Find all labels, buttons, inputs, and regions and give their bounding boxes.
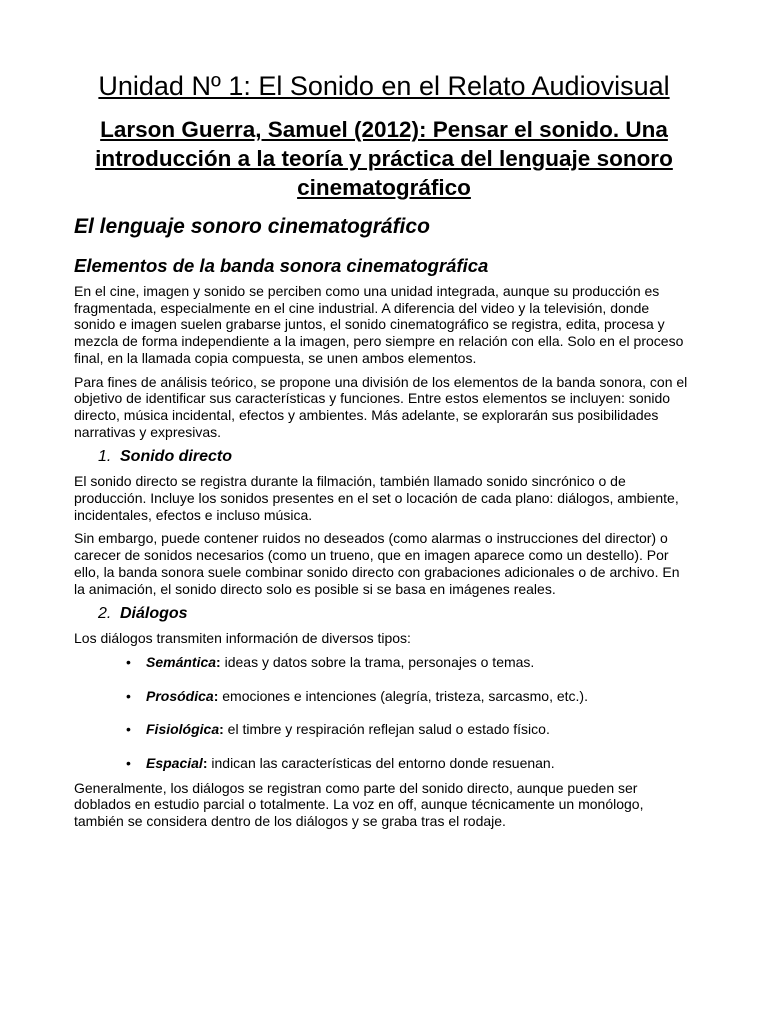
list-item <box>126 721 694 738</box>
list-item <box>126 687 694 705</box>
section-2-number: 2. <box>98 605 112 623</box>
document-subtitle: Larson Guerra, Samuel (2012): Pensar el sonido. Una introducción a la teoría y práctica del lenguaje sonoro cinematográfico <box>95 117 673 200</box>
list-item <box>126 755 694 772</box>
section-heading: El lenguaje sonoro cinematográfico <box>74 215 430 238</box>
section-1-number: 1. <box>98 448 112 466</box>
bullet-text: indican las características del entorno donde resuenan. <box>207 755 555 772</box>
bullet-colon: : <box>216 653 221 670</box>
bullet-text: emociones e intenciones (alegría, tristeza, sarcasmo, etc.). <box>218 687 588 704</box>
bullet-term: Semántica <box>146 653 217 670</box>
bullet-text: el timbre y respiración reflejan salud o estado físico. <box>223 721 550 738</box>
section-1-paragraph-2: Sin embargo, puede contener ruidos no deseados (como alarmas o instrucciones del director) o carecer de sonidos necesarios (como un trueno, que en imagen aparece como un destello). Por ello, la banda sonora suele combinar sonido directo con grabaciones adicionales o de archivo. En la animación, el sonido directo solo es posible si se basa en imágenes reales. <box>74 530 680 597</box>
list-item <box>126 653 694 671</box>
section-2-title: Diálogos <box>120 605 188 623</box>
section-2-closing: Generalmente, los diálogos se registran como parte del sonido directo, aunque pueden ser doblados en estudio parcial o totalmente. La voz en off, aunque técnicamente un monólogo, también se considera dentro de los diálogos y se graba tras el rodaje. <box>74 779 644 830</box>
bullet-colon: : <box>219 721 224 738</box>
bullet-text: ideas y datos sobre la trama, personajes o temas. <box>220 653 535 670</box>
section-1-paragraph-1: El sonido directo se registra durante la filmación, también llamado sonido sincrónico o de producción. Incluye los sonidos presentes en el set o locación de cada plano: diálogos, ambiente, incidentales, efectos e incluso música. <box>74 473 679 523</box>
bullet-marker: • <box>126 755 131 772</box>
section-1-title: Sonido directo <box>120 448 232 466</box>
document-page <box>74 70 694 837</box>
bullet-term: Espacial <box>146 755 203 772</box>
intro-paragraph-1: En el cine, imagen y sonido se perciben como una unidad integrada, aunque su producción es fragmentada, especialmente en el cine industrial. A diferencia del video y la televisión, donde sonido e imagen suelen grabarse juntos, el sonido cinematográfico se registra, edita, procesa y mezcla de forma independiente a la imagen, pero siempre en relación con ella. Solo en el proceso final, en la llamada copia compuesta, se unen ambos elementos. <box>74 283 684 366</box>
section-2-intro: Los diálogos transmiten información de diversos tipos: <box>74 630 411 647</box>
section-1-heading <box>98 447 694 467</box>
section-2-heading <box>98 604 694 624</box>
bullet-colon: : <box>213 687 219 704</box>
bullet-marker: • <box>126 721 131 738</box>
bullet-marker: • <box>126 687 131 704</box>
subsection-heading: Elementos de la banda sonora cinematográfica <box>74 255 489 276</box>
bullet-term: Prosódica <box>146 687 214 704</box>
bullet-marker: • <box>126 653 131 670</box>
bullet-colon: : <box>202 755 208 772</box>
intro-paragraph-2: Para fines de análisis teórico, se propone una división de los elementos de la banda sonora, con el objetivo de identificar sus características y funciones. Entre estos elementos se incluyen: sonido directo, música incidental, efectos y ambientes. Más adelante, se explorarán sus posibilidades narrativas y expresivas. <box>74 373 688 440</box>
dialogue-types-list <box>74 654 694 772</box>
document-title: Unidad Nº 1: El Sonido en el Relato Audiovisual <box>98 71 670 101</box>
bullet-term: Fisiológica <box>146 721 220 738</box>
